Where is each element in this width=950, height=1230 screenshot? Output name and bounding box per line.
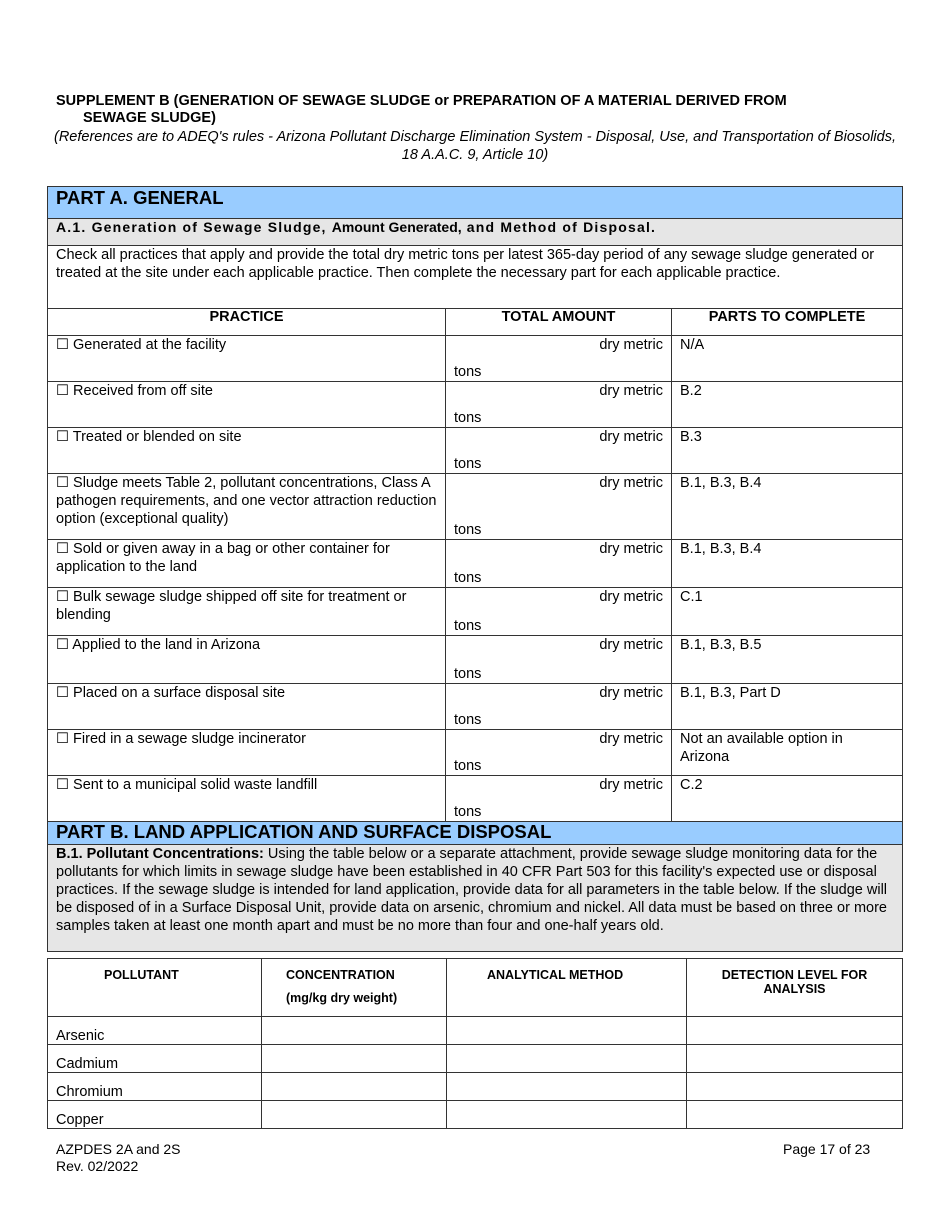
supplement-title-line2: SEWAGE SLUDGE) [83, 110, 216, 126]
practice-row [48, 382, 903, 428]
practice-row [48, 776, 903, 822]
parts-to-complete: B.3 [672, 428, 903, 474]
practice-row [48, 636, 903, 684]
unit-tons: tons [454, 804, 482, 820]
unit-dry-metric: dry metric [599, 637, 663, 653]
checkbox[interactable]: ☐ [56, 731, 69, 747]
practice-label: Applied to the land in Arizona [72, 637, 261, 653]
practice-label: Sold or given away in a bag or other container for application to the land [56, 541, 390, 575]
practice-cell [48, 540, 446, 588]
parts-to-complete: B.1, B.3, B.4 [672, 540, 903, 588]
pollutant-row [48, 1073, 903, 1101]
practice-row [48, 474, 903, 540]
unit-dry-metric: dry metric [599, 731, 663, 747]
total-amount-field[interactable] [446, 776, 672, 822]
checkbox[interactable]: ☐ [56, 589, 69, 605]
concentration-header [262, 959, 447, 1017]
practice-label: Generated at the facility [73, 337, 227, 353]
analytical-method-label: ANALYTICAL METHOD [487, 968, 624, 982]
section-a1-heading [48, 219, 903, 246]
checkbox[interactable]: ☐ [56, 777, 69, 793]
analytical-method-field[interactable] [447, 1073, 687, 1101]
concentration-header-label: CONCENTRATION [286, 968, 395, 982]
total-amount-field[interactable] [446, 730, 672, 776]
pollutant-row [48, 1101, 903, 1129]
pollutant-name: Chromium [48, 1073, 262, 1101]
parts-to-complete: B.2 [672, 382, 903, 428]
practice-cell [48, 382, 446, 428]
practice-label: Sent to a municipal solid waste landfill [73, 777, 318, 793]
unit-dry-metric: dry metric [599, 337, 663, 353]
total-amount-field[interactable] [446, 428, 672, 474]
checkbox[interactable]: ☐ [56, 337, 69, 353]
practice-label: Placed on a surface disposal site [73, 685, 286, 701]
parts-to-complete: C.2 [672, 776, 903, 822]
supplement-title [56, 93, 876, 127]
unit-tons: tons [454, 456, 482, 472]
practice-cell [48, 474, 446, 540]
practice-cell [48, 336, 446, 382]
concentration-field[interactable] [262, 1101, 447, 1129]
analytical-method-field[interactable] [447, 1101, 687, 1129]
detection-level-field[interactable] [687, 1045, 903, 1073]
unit-dry-metric: dry metric [599, 589, 663, 605]
unit-dry-metric: dry metric [599, 475, 663, 491]
total-amount-field[interactable] [446, 684, 672, 730]
parts-to-complete: B.1, B.3, B.5 [672, 636, 903, 684]
pollutant-name: Arsenic [48, 1017, 262, 1045]
checkbox[interactable]: ☐ [56, 541, 69, 557]
checkbox[interactable]: ☐ [56, 383, 69, 399]
parts-to-complete: B.1, B.3, B.4 [672, 474, 903, 540]
pollutant-table [47, 958, 903, 1129]
concentration-field[interactable] [262, 1017, 447, 1045]
pollutant-row [48, 1017, 903, 1045]
footer-form-info [56, 1141, 181, 1175]
unit-dry-metric: dry metric [599, 685, 663, 701]
pollutant-header [48, 959, 262, 1017]
total-amount-field[interactable] [446, 336, 672, 382]
unit-tons: tons [454, 666, 482, 682]
section-b1-text [48, 845, 903, 952]
pollutant-name: Cadmium [48, 1045, 262, 1073]
checkbox[interactable]: ☐ [56, 475, 69, 491]
footer-page-number: Page 17 of 23 [783, 1141, 871, 1157]
practice-row [48, 540, 903, 588]
checkbox[interactable]: ☐ [56, 685, 69, 701]
analytical-method-field[interactable] [447, 1045, 687, 1073]
section-a1-heading-start: A.1. Generation of Sewage Sludge, [56, 219, 327, 235]
parts-to-complete: C.1 [672, 588, 903, 636]
section-b1-label: B.1. Pollutant Concentrations: [56, 846, 264, 862]
analytical-method-header [447, 959, 687, 1017]
section-a1-instructions: Check all practices that apply and provide the total dry metric tons per latest 365-day period of any sewage sludge generated or treated at the site under each applicable practice. Then complete the necessary part for each applicable practice. [48, 246, 903, 309]
concentration-field[interactable] [262, 1045, 447, 1073]
practice-label: Fired in a sewage sludge incinerator [73, 731, 306, 747]
practice-cell [48, 428, 446, 474]
practice-label: Received from off site [73, 383, 213, 399]
practice-cell [48, 776, 446, 822]
practice-cell [48, 684, 446, 730]
column-header-practice: PRACTICE [48, 309, 446, 336]
total-amount-field[interactable] [446, 636, 672, 684]
practice-row [48, 428, 903, 474]
section-a1-heading-end: and Method of Disposal. [466, 219, 657, 235]
unit-dry-metric: dry metric [599, 541, 663, 557]
section-a1-heading-mid: Amount Generated, [331, 219, 462, 235]
unit-tons: tons [454, 758, 482, 774]
checkbox[interactable]: ☐ [56, 429, 69, 445]
pollutant-header-label: POLLUTANT [104, 968, 179, 982]
footer-form-id: AZPDES 2A and 2S [56, 1141, 181, 1157]
practice-label: Sludge meets Table 2, pollutant concentrations, Class A pathogen requirements, and one vector attraction reduction option (exceptional quality) [56, 475, 437, 527]
part-a-title: PART A. GENERAL [48, 187, 903, 219]
unit-tons: tons [454, 364, 482, 380]
unit-dry-metric: dry metric [599, 383, 663, 399]
section-b1-body: Using the table below or a separate attachment, provide sewage sludge monitoring data for the pollutants for which limits in sewage sludge have been established in 40 CFR Part 503 for this facility's expected use or disposal practices. If the sewage sludge is intended for land application, provide data for all parameters in the table below. If the sludge will be disposed of in a Surface Disposal Unit, provide data on arsenic, chromium and nickel. All data must be based on three or more samples taken at least one month apart and must be no more than four and one-half years old. [56, 846, 888, 934]
analytical-method-field[interactable] [447, 1017, 687, 1045]
detection-level-field[interactable] [687, 1017, 903, 1045]
unit-tons: tons [454, 570, 482, 586]
total-amount-field[interactable] [446, 540, 672, 588]
total-amount-field[interactable] [446, 474, 672, 540]
detection-level-header: DETECTION LEVEL FOR ANALYSIS [687, 959, 903, 1017]
unit-tons: tons [454, 712, 482, 728]
part-a-table [47, 186, 903, 952]
pollutant-name: Copper [48, 1101, 262, 1129]
footer-revision: Rev. 02/2022 [56, 1158, 139, 1174]
practice-cell [48, 588, 446, 636]
concentration-field[interactable] [262, 1073, 447, 1101]
part-b-title: PART B. LAND APPLICATION AND SURFACE DISPOSAL [48, 822, 903, 845]
practice-cell [48, 636, 446, 684]
unit-dry-metric: dry metric [599, 777, 663, 793]
detection-level-field[interactable] [687, 1101, 903, 1129]
total-amount-field[interactable] [446, 588, 672, 636]
practice-cell [48, 730, 446, 776]
unit-tons: tons [454, 522, 482, 538]
column-header-total-amount: TOTAL AMOUNT [446, 309, 672, 336]
unit-dry-metric: dry metric [599, 429, 663, 445]
parts-to-complete: N/A [672, 336, 903, 382]
unit-tons: tons [454, 618, 482, 634]
unit-tons: tons [454, 410, 482, 426]
practice-label: Bulk sewage sludge shipped off site for treatment or blending [56, 589, 407, 623]
practice-label: Treated or blended on site [72, 429, 242, 445]
column-header-parts: PARTS TO COMPLETE [672, 309, 903, 336]
checkbox[interactable]: ☐ [56, 637, 69, 653]
practice-row [48, 588, 903, 636]
detection-level-field[interactable] [687, 1073, 903, 1101]
practice-row [48, 336, 903, 382]
total-amount-field[interactable] [446, 382, 672, 428]
parts-to-complete: Not an available option in Arizona [672, 730, 903, 776]
practice-row [48, 684, 903, 730]
concentration-unit: (mg/kg dry weight) [286, 991, 398, 1005]
practice-row [48, 730, 903, 776]
parts-to-complete: B.1, B.3, Part D [672, 684, 903, 730]
pollutant-row [48, 1045, 903, 1073]
supplement-title-line1: SUPPLEMENT B (GENERATION OF SEWAGE SLUDGE or PREPARATION OF A MATERIAL DERIVED FROM [56, 93, 787, 109]
supplement-reference: (References are to ADEQ's rules - Arizona Pollutant Discharge Elimination System - Disposal, Use, and Transportation of Biosolids, 18 A.A.C. 9, Article 10) [54, 129, 896, 163]
